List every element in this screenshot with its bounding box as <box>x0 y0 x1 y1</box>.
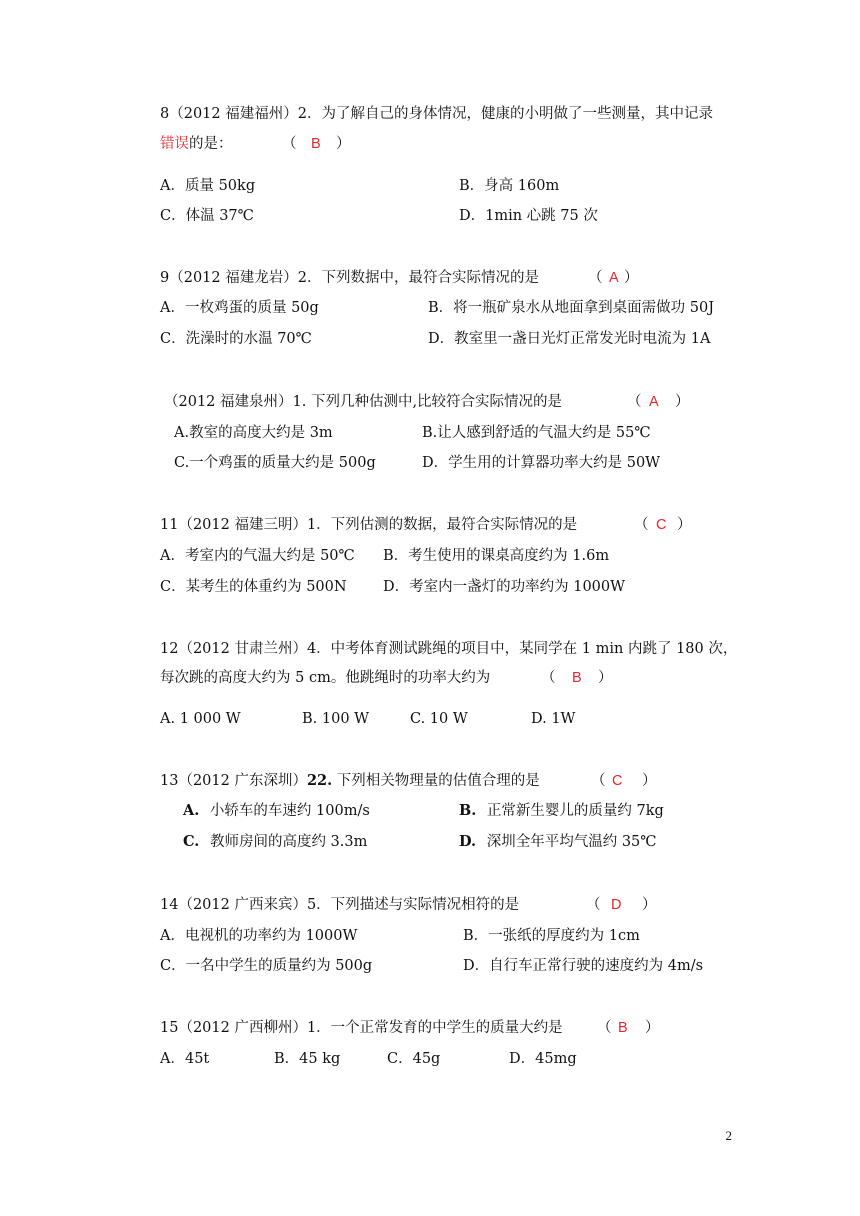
q13-paren-left: （ <box>591 773 606 789</box>
q10-option-c: C.一个鸡蛋的质量大约是 500g <box>174 455 376 471</box>
q14-stem: 14（2012 广西来宾）5．下列描述与实际情况相符的是 <box>160 897 520 913</box>
page-number: 2 <box>725 1128 732 1143</box>
q13-option-d-letter: D. <box>459 833 477 850</box>
q8-stem: 8（2012 福建福州）2．为了解自己的身体情况，健康的小明做了一些测量，其中记录 <box>160 106 713 122</box>
q13-paren-right: ） <box>642 773 657 789</box>
q8-stem-tail: 的是： <box>189 136 233 152</box>
q14-option-a: A．电视机的功率约为 1000W <box>160 928 358 944</box>
q13-option-d <box>459 832 657 852</box>
q12-stem-line2: 每次跳的高度大约为 5 cm。他跳绳时的功率大约为 <box>160 670 491 686</box>
q12-stem-line1: 12（2012 甘肃兰州）4．中考体育测试跳绳的项目中，某同学在 1 min 内跳了 180 次， <box>160 641 738 657</box>
q9-stem: 9（2012 福建龙岩）2．下列数据中，最符合实际情况的是 <box>160 270 539 286</box>
q13-stem-number: 22. <box>306 772 333 789</box>
q10-paren-right: ） <box>675 394 690 410</box>
q8-option-d: D．1min 心跳 75 次 <box>459 208 598 224</box>
q11-paren-left: （ <box>634 517 649 533</box>
q14-paren-left: （ <box>586 897 601 913</box>
q12-paren-right: ） <box>598 670 613 686</box>
q11-option-b: B．考生使用的课桌高度约为 1.6m <box>383 548 610 564</box>
q11-option-c: C．某考生的体重约为 500N <box>160 579 347 595</box>
q10-paren-left: （ <box>627 394 642 410</box>
q13-option-a <box>183 801 370 821</box>
q15-option-c: C．45g <box>387 1051 441 1067</box>
q8-paren-right: ） <box>336 136 351 152</box>
q11-option-a: A．考室内的气温大约是 50℃ <box>160 548 355 564</box>
q12-option-d: D. 1W <box>531 711 576 727</box>
q10-stem: （2012 福建泉州）1. 下列几种估测中,比较符合实际情况的是 <box>164 394 563 410</box>
q8-option-a: A．质量 50kg <box>160 178 256 194</box>
q14-paren-right: ） <box>642 897 657 913</box>
q9-option-d: D．教室里一盏日光灯正常发光时电流为 1A <box>428 331 711 347</box>
q13-stem <box>160 771 540 791</box>
q14-answer: D <box>611 897 622 913</box>
q12-option-b: B. 100 W <box>302 711 370 727</box>
q13-option-b-letter: B. <box>459 802 477 819</box>
q13-option-a-text: 小轿车的车速约 100m/s <box>209 803 370 819</box>
q8-option-c: C．体温 37℃ <box>160 208 254 224</box>
q10-answer: A <box>649 394 659 410</box>
q15-paren-left: （ <box>597 1020 612 1036</box>
q8-option-b: B．身高 160m <box>459 178 560 194</box>
q13-stem-source: 13（2012 广东深圳） <box>160 773 307 789</box>
q13-option-b <box>459 801 664 821</box>
q11-answer: C <box>656 517 667 533</box>
q8-emphasis: 错误 <box>160 136 189 152</box>
q9-option-b: B．将一瓶矿泉水从地面拿到桌面需做功 50J <box>428 300 715 316</box>
q10-option-d: D．学生用的计算器功率大约是 50W <box>422 455 661 471</box>
q14-option-d: D．自行车正常行驶的速度约为 4m/s <box>463 958 704 974</box>
q13-answer: C <box>612 773 623 789</box>
q13-option-a-letter: A. <box>183 802 200 819</box>
q13-option-c <box>183 832 367 852</box>
q15-option-b: B．45 kg <box>274 1051 341 1067</box>
q12-option-c: C. 10 W <box>410 711 468 727</box>
q9-option-c: C．洗澡时的水温 70℃ <box>160 331 312 347</box>
q13-option-d-text: 深圳全年平均气温约 35℃ <box>486 834 657 850</box>
q13-option-c-text: 教师房间的高度约 3.3m <box>209 834 368 850</box>
q8-paren-left: （ <box>282 136 297 152</box>
q9-paren-left: （ <box>588 270 603 286</box>
q15-option-a: A．45t <box>160 1051 210 1067</box>
q9-paren-right: ） <box>624 270 639 286</box>
q9-option-a: A．一枚鸡蛋的质量 50g <box>160 300 319 316</box>
q15-stem: 15（2012 广西柳州）1．一个正常发育的中学生的质量大约是 <box>160 1020 563 1036</box>
q12-paren-left: （ <box>541 670 556 686</box>
q12-answer: B <box>572 670 582 686</box>
q8-answer: B <box>311 136 321 152</box>
q8-stem-line2 <box>160 134 233 154</box>
q10-option-b: B.让人感到舒适的气温大约是 55℃ <box>422 425 651 441</box>
q11-stem: 11（2012 福建三明）1．下列估测的数据，最符合实际情况的是 <box>160 517 578 533</box>
q15-answer: B <box>618 1020 628 1036</box>
q10-option-a: A.教室的高度大约是 3m <box>174 425 333 441</box>
q9-answer: A <box>609 270 619 286</box>
q15-paren-right: ） <box>645 1020 660 1036</box>
q11-paren-right: ） <box>677 517 692 533</box>
q14-option-b: B．一张纸的厚度约为 1cm <box>463 928 640 944</box>
q15-option-d: D．45mg <box>509 1051 577 1067</box>
q11-option-d: D．考室内一盏灯的功率约为 1000W <box>383 579 626 595</box>
q13-option-c-letter: C. <box>183 833 200 850</box>
q12-option-a: A. 1 000 W <box>160 711 241 727</box>
q13-stem-text: 下列相关物理量的估值合理的是 <box>332 773 540 789</box>
q14-option-c: C．一名中学生的质量约为 500g <box>160 958 373 974</box>
q13-option-b-text: 正常新生婴儿的质量约 7kg <box>486 803 664 819</box>
